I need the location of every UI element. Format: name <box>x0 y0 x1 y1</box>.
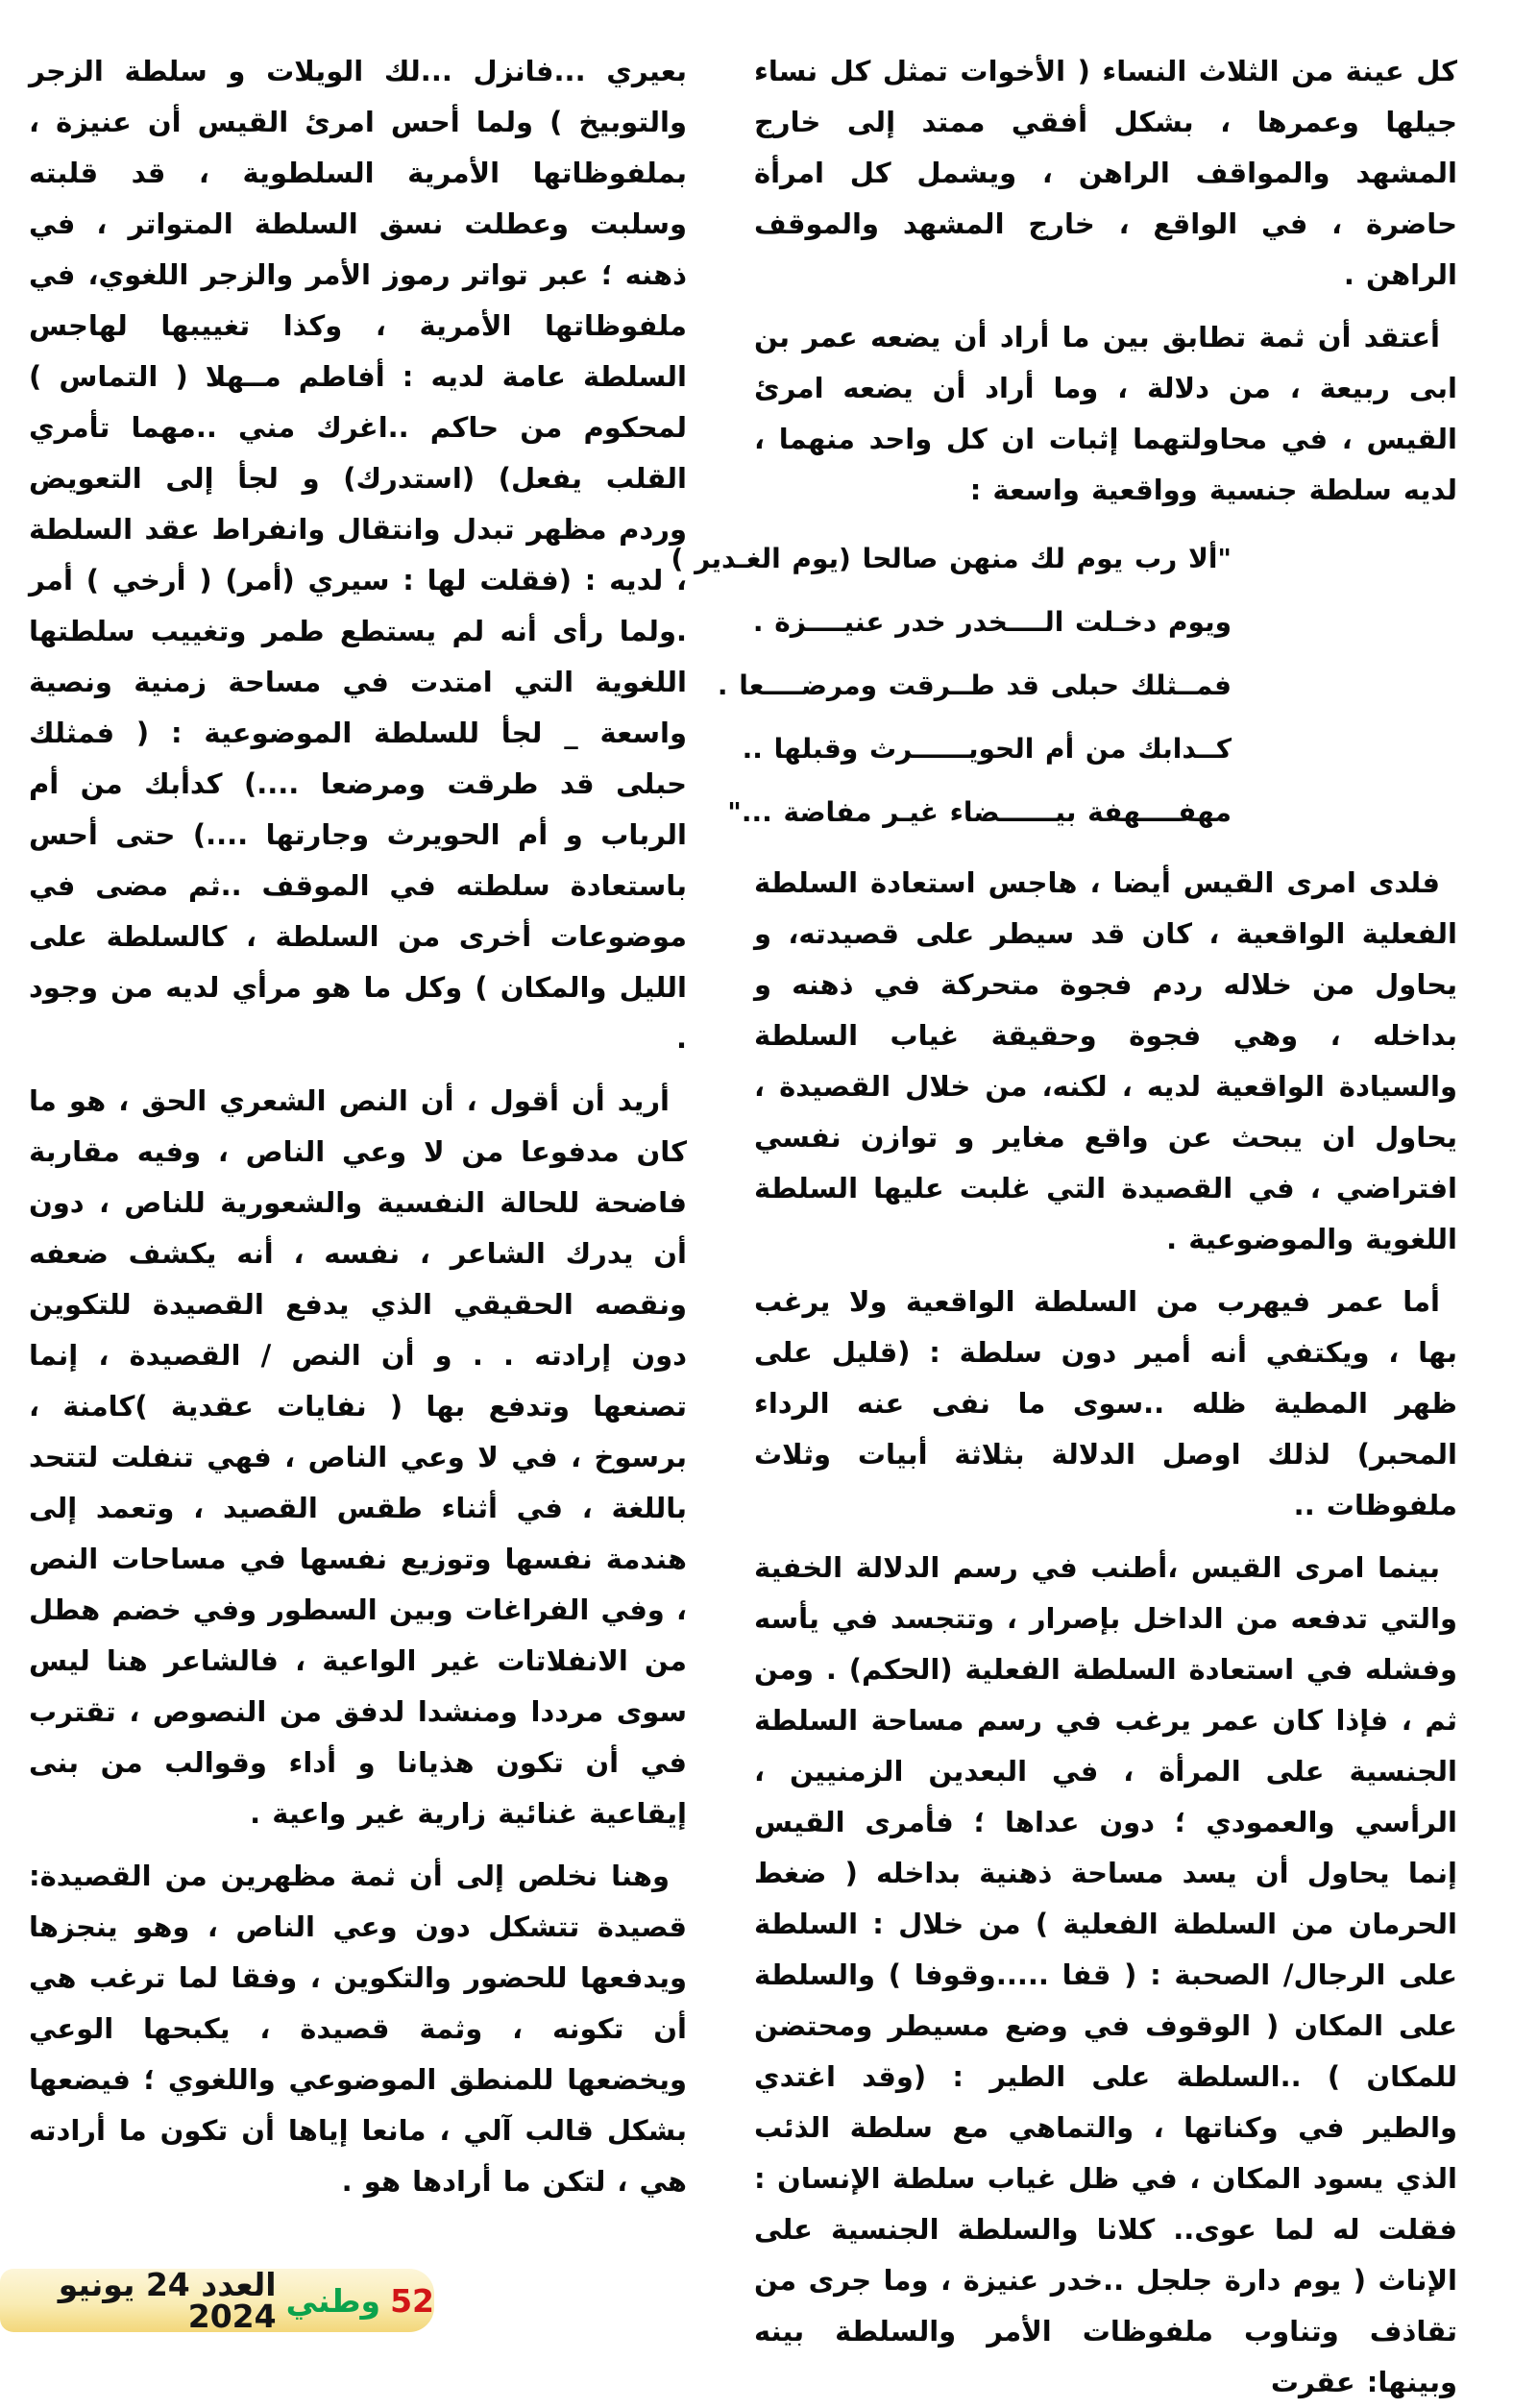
verse-line: فمــثلك حبلى قد طــرقت ومرضــــعا . <box>717 669 1232 701</box>
paragraph: أما عمر فيهرب من السلطة الواقعية ولا يرغب بها ، ويكتفي أنه أمير دون سلطة : (قليل على ظهر المطية ظله ..سوى ما نفى عنه الرداء المحبر) لذلك اوصل الدلالة بثلاثة أبيات وثلاث ملفوظات .. <box>754 1285 1457 1521</box>
verse-line: "ألا رب يوم لك منهن صالحا (يوم الغـدير ) <box>671 543 1232 574</box>
issue-date: العدد 24 يونيو 2024 <box>58 2266 277 2335</box>
paragraph: كل عينة من الثلاث النساء ( الأخوات تمثل كل نساء جيلها وعمرها ، بشكل أفقي ممتد إلى خارج المشهد والمواقف الراهن ، ويشمل كل امرأة حاضرة ، في الواقع ، خارج المشهد والموقف الراهن . <box>754 55 1457 291</box>
paragraph: وهنا نخلص إلى أن ثمة مظهرين من القصيدة: قصيدة تتشكل دون وعي الناص ، وهو ينجزها ويدفعها للحضور والتكوين ، وفقا لما ترغب هي أن تكونه ، وثمة قصيدة ، يكبحها الوعي ويخضعها للمنطق الموضوعي واللغوي ؛ فيضعها بشكل قالب آلي ، مانعا إياها أن تكون ما أرادته هي ، لتكن ما أرادها هو . <box>29 1860 687 2198</box>
paragraph: بينما امرى القيس ،أطنب في رسم الدلالة الخفية والتي تدفعه من الداخل بإصرار ، وتتجسد في يأسه وفشله في استعادة السلطة الفعلية (الحكم) . ومن ثم ، فإذا كان عمر يرغب في رسم مساحة السلطة الجنسية على المرأة ، في البعدين الزمنيين ، الرأسي والعمودي ؛ دون عداها ؛ فأمرى القيس إنما يحاول أن يسد مساحة ذهنية بداخله ( ضغط الحرمان من السلطة الفعلية ) من خلال : السلطة على الرجال/ الصحبة : ( قفا .....وقوفا ) والسلطة على المكان ( الوقوف في وضع مسيطر ومحتضن للمكان ) ..السلطة على الطير : (وقد اغتدي والطير في وكناتها ، والتماهي مع سلطة الذئب الذي يسود المكان ، في ظل غياب سلطة الإنسان : فقلت له لما عوى.. كلانا والسلطة الجنسية على الإناث ( يوم دارة جلجل ..خدر عنيزة ، وما جرى من تقاذف وتناوب ملفوظات الأمر والسلطة بينه وبينها: عقرت <box>754 1551 1457 2398</box>
poetry-quote-block <box>671 527 1457 844</box>
verse-line: ويوم دخـلت الــــخدر خدر عنيــــزة . <box>752 606 1232 638</box>
article-left-column <box>29 46 687 2207</box>
paragraph: أعتقد أن ثمة تطابق بين ما أراد أن يضعه عمر بن ابى ربيعة ، من دلالة ، وما أراد أن يضعه امرئ القيس ، في محاولتهما إثبات ان كل واحد منهما ، لديه سلطة جنسية وواقعية واسعة : <box>754 321 1457 506</box>
footer-band <box>0 2266 434 2335</box>
verse-line: مهفــــهفة بيــــــضاء غيـر مفاضة ..." <box>727 796 1232 828</box>
paragraph: بعيري ...فانزل ...لك الويلات و سلطة الزجر والتوبيخ ) ولما أحس امرئ القيس أن عنيزة ، بملفوظاتها الأمرية السلطوية ، قد قلبته وسلبت وعطلت نسق السلطة المتواتر ، في ذهنه ؛ عبر تواتر رموز الأمر والزجر اللغوي، في ملفوظاتها الأمرية ، وكذا تغييبها لهاجس السلطة عامة لديه : أفاطم مــهلا ( التماس ) لمحكوم من حاكم ..اغرك مني ..مهما تأمري القلب يفعل) (استدرك) و لجأ إلى التعويض وردم مظهر تبدل وانتقال وانفراط عقد السلطة ، لديه : (فقلت لها : سيري (أمر) ( أرخي ) أمر .ولما رأى أنه لم يستطع طمر وتغييب سلطتها اللغوية التي امتدت في مساحة زمنية ونصية واسعة _ لجأ للسلطة الموضوعية : ( فمثلك حبلى قد طرقت ومرضعا ....) كدأبك من أم الرباب و أم الحويرث وجارتها ....) حتى أحس باستعادة سلطته في الموقف ..ثم مضى في موضوعات أخرى من السلطة ، كالسلطة على الليل والمكان ) وكل ما هو مرأي لديه من وجود . <box>29 55 687 1055</box>
article-right-column <box>671 46 1457 2408</box>
verse-line: كــدابك من أم الحويــــــرث وقبلها .. <box>742 733 1232 765</box>
page-number: 52 <box>390 2281 434 2320</box>
paragraph: فلدى امرى القيس أيضا ، هاجس استعادة السلطة الفعلية الواقعية ، كان قد سيطر على قصيدته، و يحاول من خلاله ردم فجوة متحركة في ذهنه و بداخله ، وهي فجوة وحقيقة غياب السلطة والسيادة الواقعية لديه ، لكنه، من خلال القصيدة ، يحاول ان يبحث عن واقع مغاير و توازن نفسي افتراضي ، في القصيدة التي غلبت عليها السلطة اللغوية والموضوعية . <box>754 866 1457 1255</box>
paragraph: أريد أن أقول ، أن النص الشعري الحق ، هو ما كان مدفوعا من لا وعي الناص ، وفيه مقاربة فاضحة للحالة النفسية والشعورية للناص ، دون أن يدرك الشاعر ، نفسه ، أنه يكشف ضعفه ونقصه الحقيقي الذي يدفع القصيدة للتكوين دون إرادته . . و أن النص / القصيدة ، إنما تصنعها وتدفع بها ( نفايات عقدية )كامنة ، برسوخ ، في لا وعي الناص ، فهي تنفلت لتتحد باللغة ، في أثناء طقس القصيد ، وتعمد إلى هندمة نفسها وتوزيع نفسها في مساحات النص ، وفي الفراغات وبين السطور وفي خضم هطل من الانفلاتات غير الواعية ، فالشاعر هنا ليس سوى مرددا ومنشدا لدفق من النصوص ، تقترب في أن تكون هذيانا و أداء وقوالب من بنى إيقاعية غنائية زارية غير واعية . <box>29 1084 687 1830</box>
magazine-title: وطني <box>285 2281 381 2320</box>
